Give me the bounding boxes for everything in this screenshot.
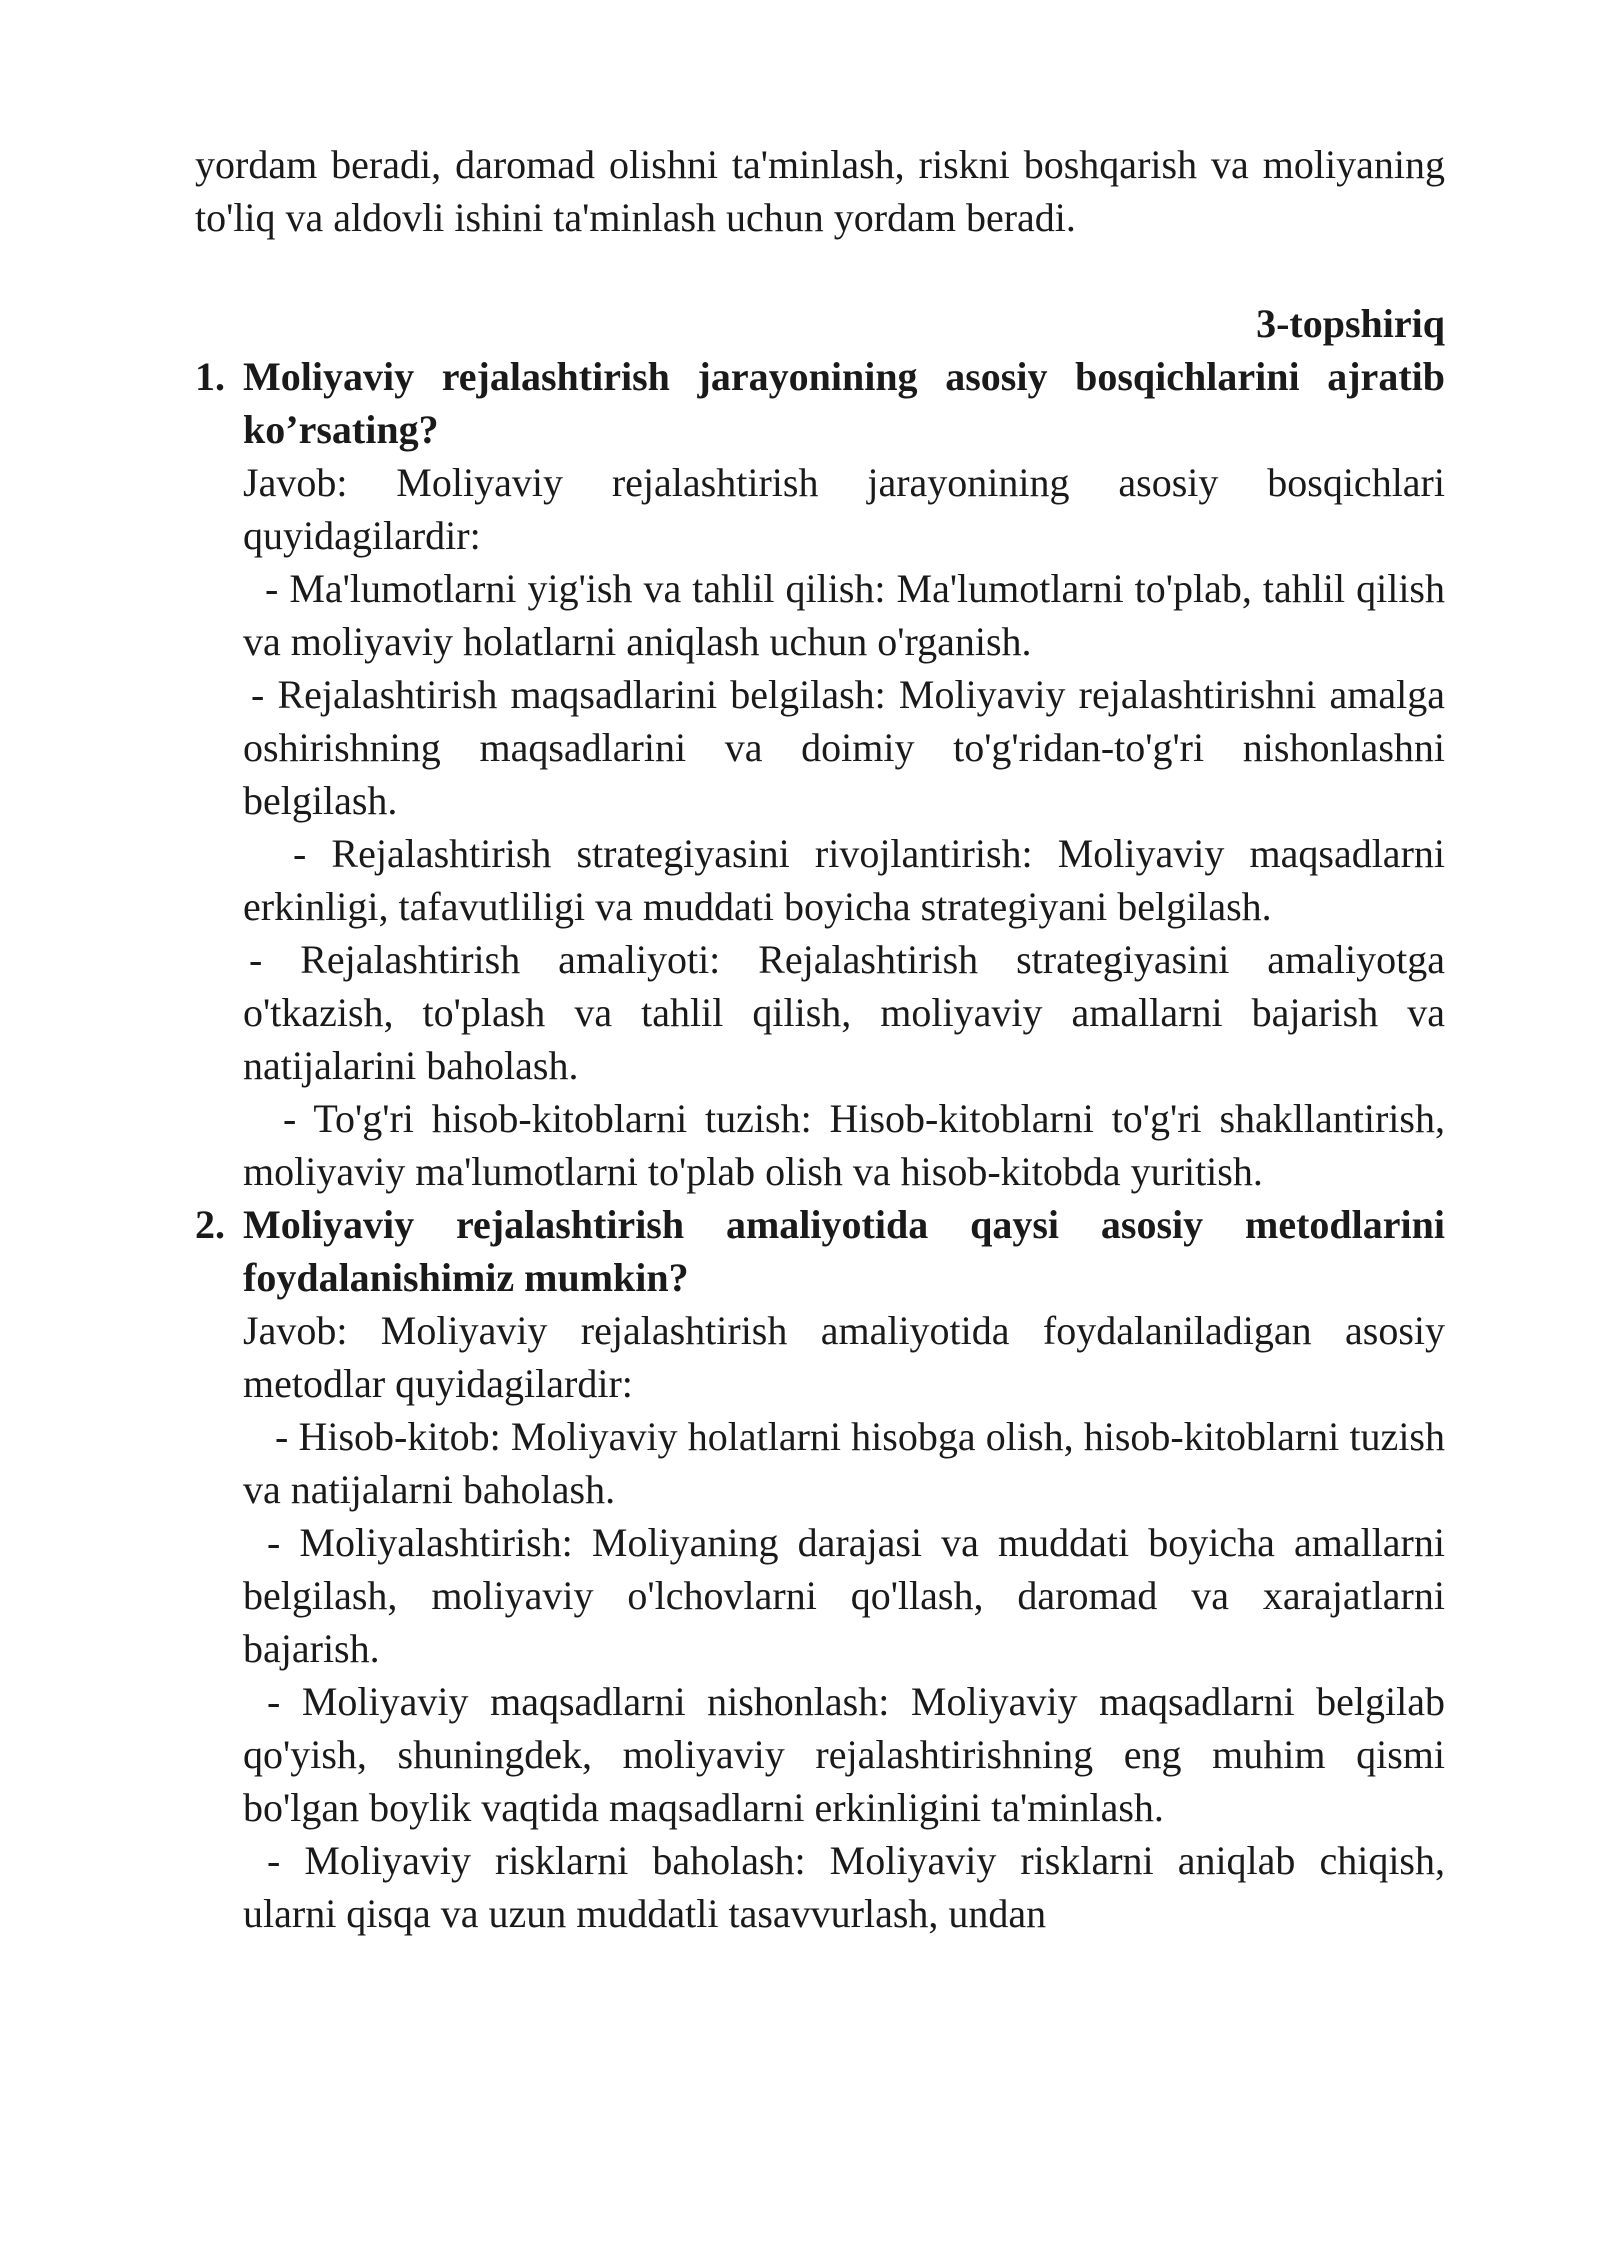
answer-bullet: - Rejalashtirish amaliyoti: Rejalashtirish strategiyasini amaliyotga o'tkazish, to'plash va tahlil qilish, moliyaviy amallarni bajarish va natijalarini baholash. [243,937,1445,1088]
answer-intro: Javob: Moliyaviy rejalashtirish jarayonining asosiy bosqichlari quyidagilardir: [243,460,1445,558]
answer-bullet: - Rejalashtirish strategiyasini rivojlantirish: Moliyaviy maqsadlarni erkinligi, tafavutliligi va muddati boyicha strategiyani belgilash. [243,831,1445,929]
answer-bullet: - To'g'ri hisob-kitoblarni tuzish: Hisob-kitoblarni to'g'ri shakllantirish, moliyaviy ma'lumotlarni to'plab olish va hisob-kitobda yuritish. [243,1096,1445,1194]
question-text: Moliyaviy rejalashtirish jarayonining asosiy bosqichlarini ajratib ko’rsating? [243,354,1445,452]
answer-intro: Javob: Moliyaviy rejalashtirish amaliyotida foydalaniladigan asosiy metodlar quyidagilardir: [243,1308,1445,1406]
answer-bullet: - Moliyaviy maqsadlarni nishonlash: Moliyaviy maqsadlarni belgilab qo'yish, shuningdek, moliyaviy rejalashtirishning eng muhim qismi bo'lgan boylik vaqtida maqsadlarni erkinligini ta'minlash. [243,1679,1445,1830]
question-item-1 [195,350,1445,1198]
question-text: Moliyaviy rejalashtirish amaliyotida qaysi asosiy metodlarini foydalanishimiz mumkin? [243,1202,1445,1300]
question-number: 2. [195,1202,225,1247]
answer-bullet: - Hisob-kitob: Moliyaviy holatlarni hisobga olish, hisob-kitoblarni tuzish va natijalarni baholash. [243,1414,1445,1512]
question-number: 1. [195,354,225,399]
answer-bullet: - Moliyaviy risklarni baholash: Moliyaviy risklarni aniqlab chiqish, ularni qisqa va uzun muddatli tasavvurlash, undan [243,1838,1445,1936]
answer-bullet: - Rejalashtirish maqsadlarini belgilash: Moliyaviy rejalashtirishni amalga oshirishning maqsadlarini va doimiy to'g'ridan-to'g'ri nishonlashni belgilash. [243,672,1445,823]
document-page [195,138,1445,1940]
task-title: 3-topshiriq [1256,301,1445,346]
question-list [195,350,1445,1940]
question-item-2 [195,1198,1445,1940]
intro-paragraph: yordam beradi, daromad olishni ta'minlash, riskni boshqarish va moliyaning to'liq va aldovli ishini ta'minlash uchun yordam beradi. [195,142,1445,240]
answer-bullet: - Ma'lumotlarni yig'ish va tahlil qilish: Ma'lumotlarni to'plab, tahlil qilish va moliyaviy holatlarni aniqlash uchun o'rganish. [243,566,1445,664]
answer-bullet: - Moliyalashtirish: Moliyaning darajasi va muddati boyicha amallarni belgilash, moliyaviy o'lchovlarni qo'llash, daromad va xarajatlarni bajarish. [243,1520,1445,1671]
